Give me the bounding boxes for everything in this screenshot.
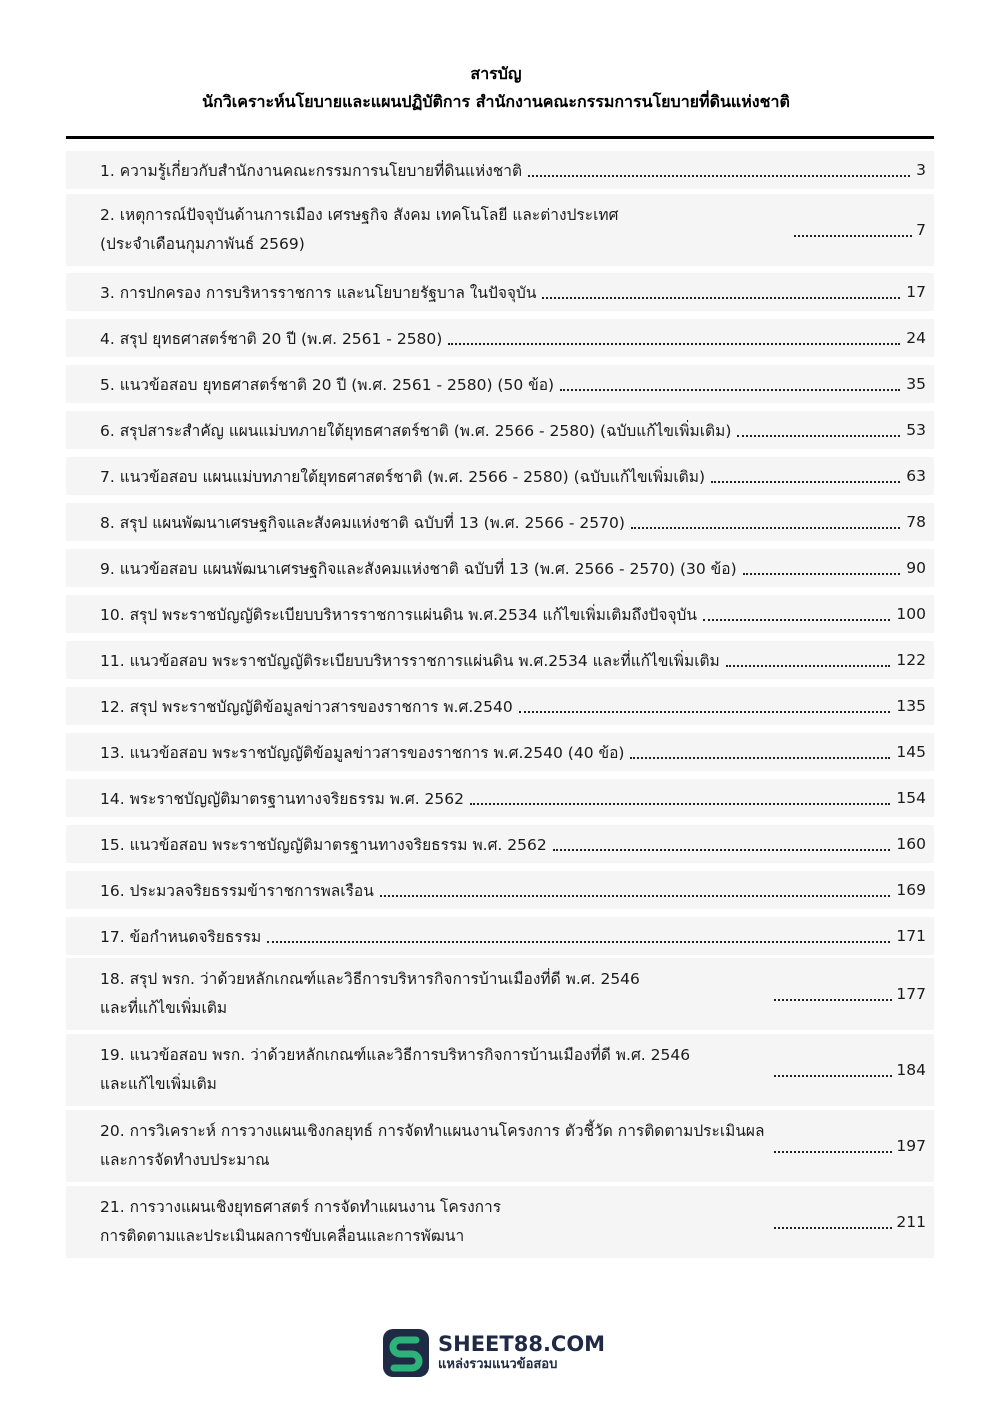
toc-page-number: 145 [896, 743, 926, 761]
toc-item-title: 11. แนวข้อสอบ พระราชบัญญัติระเบียบบริหารราชการแผ่นดิน พ.ศ.2534 และที่แก้ไขเพิ่มเติม [100, 651, 720, 670]
toc-dot-leader [528, 175, 910, 177]
toc-item [66, 503, 934, 541]
toc-item [66, 641, 934, 679]
toc-item [66, 1034, 934, 1106]
toc-item [66, 411, 934, 449]
toc-page-number: 24 [906, 329, 926, 347]
toc-item-title: 13. แนวข้อสอบ พระราชบัญญัติข้อมูลข่าวสารของราชการ พ.ศ.2540 (40 ข้อ) [100, 743, 625, 762]
toc-page-number: 78 [906, 513, 926, 531]
toc-page-number: 169 [896, 881, 926, 899]
toc-item-title: 18. สรุป พรก. ว่าด้วยหลักเกณฑ์และวิธีการบริหารกิจการบ้านเมืองที่ดี พ.ศ. 2546 และที่แก้ไขเพิ่มเติม [100, 970, 640, 1017]
toc-item-title: 19. แนวข้อสอบ พรก. ว่าด้วยหลักเกณฑ์และวิธีการบริหารกิจการบ้านเมืองที่ดี พ.ศ. 2546 และแก้ไขเพิ่มเติม [100, 1046, 691, 1093]
toc-page-number: 160 [896, 835, 926, 853]
toc-item [66, 194, 934, 266]
toc-item [66, 319, 934, 357]
brand-name: SHEET88.COM [438, 1332, 606, 1356]
toc-item [66, 151, 934, 189]
toc-item [66, 365, 934, 403]
toc-item-title: 16. ประมวลจริยธรรมข้าราชการพลเรือน [100, 881, 374, 900]
toc-dot-leader [448, 343, 900, 345]
toc-dot-leader [737, 435, 900, 437]
toc-item-title: 4. สรุป ยุทธศาสตร์ชาติ 20 ปี (พ.ศ. 2561 - 2580) [100, 329, 443, 348]
toc-item-title: 5. แนวข้อสอบ ยุทธศาสตร์ชาติ 20 ปี (พ.ศ. 2561 - 2580) (50 ข้อ) [100, 375, 555, 394]
toc-item-title: 7. แนวข้อสอบ แผนแม่บทภายใต้ยุทธศาสตร์ชาติ (พ.ศ. 2566 - 2580) (ฉบับแก้ไขเพิ่มเติม) [100, 467, 705, 486]
toc-dot-leader [774, 999, 892, 1001]
toc-item-title: 15. แนวข้อสอบ พระราชบัญญัติมาตรฐานทางจริยธรรม พ.ศ. 2562 [100, 835, 547, 854]
toc-item [66, 779, 934, 817]
toc-item-title: 3. การปกครอง การบริหารราชการ และนโยบายรัฐบาล ในปัจจุบัน [100, 283, 537, 302]
toc-item [66, 958, 934, 1030]
brand-tagline: แหล่งรวมแนวข้อสอบ [438, 1357, 558, 1372]
toc-item [66, 273, 934, 311]
toc-dot-leader [630, 757, 890, 759]
header-divider [66, 136, 934, 139]
toc-dot-leader [774, 1227, 892, 1229]
toc-item-title: 21. การวางแผนเชิงยุทธศาสตร์ การจัดทำแผนงาน โครงการ การติดตามและประเมินผลการขับเคลื่อนและการพัฒนา [100, 1198, 502, 1245]
toc-item [66, 549, 934, 587]
toc-page-number: 53 [906, 421, 926, 439]
toc-item [66, 917, 934, 955]
page-title: สารบัญ [470, 64, 522, 83]
toc-dot-leader [553, 849, 891, 851]
toc-page-number: 7 [916, 221, 926, 239]
toc-item [66, 1110, 934, 1182]
toc-item-title: 8. สรุป แผนพัฒนาเศรษฐกิจและสังคมแห่งชาติ ฉบับที่ 13 (พ.ศ. 2566 - 2570) [100, 513, 625, 532]
toc-item-title: 17. ข้อกำหนดจริยธรรม [100, 927, 262, 946]
toc-item-title: 2. เหตุการณ์ปัจจุบันด้านการเมือง เศรษฐกิจ สังคม เทคโนโลยี และต่างประเทศ (ประจำเดือนกุมภาพันธ์ 2569) [100, 206, 619, 253]
toc-page-number: 197 [896, 1137, 926, 1155]
toc-item [66, 1186, 934, 1258]
toc-page-number: 35 [906, 375, 926, 393]
toc-dot-leader [631, 527, 900, 529]
toc-dot-leader [519, 711, 891, 713]
toc-item [66, 687, 934, 725]
toc-page-number: 3 [916, 161, 926, 179]
toc-item-title: 6. สรุปสาระสำคัญ แผนแม่บทภายใต้ยุทธศาสตร์ชาติ (พ.ศ. 2566 - 2580) (ฉบับแก้ไขเพิ่มเติม) [100, 421, 732, 440]
toc-item [66, 871, 934, 909]
toc-dot-leader [470, 803, 890, 805]
toc-dot-leader [774, 1151, 892, 1153]
toc-page-number: 184 [896, 1061, 926, 1079]
toc-dot-leader [726, 665, 891, 667]
toc-page-number: 122 [896, 651, 926, 669]
toc-page-number: 63 [906, 467, 926, 485]
sheet88-logo-icon [382, 1328, 430, 1378]
toc-page-number: 100 [896, 605, 926, 623]
toc-dot-leader [711, 481, 900, 483]
toc-page-number: 17 [906, 283, 926, 301]
toc-item [66, 595, 934, 633]
toc-page-number: 135 [896, 697, 926, 715]
footer-logo [382, 1325, 612, 1381]
toc-item [66, 825, 934, 863]
toc-item-title: 9. แนวข้อสอบ แผนพัฒนาเศรษฐกิจและสังคมแห่งชาติ ฉบับที่ 13 (พ.ศ. 2566 - 2570) (30 ข้อ) [100, 559, 737, 578]
toc-dot-leader [743, 573, 901, 575]
toc-item [66, 733, 934, 771]
toc-dot-leader [380, 895, 891, 897]
toc-dot-leader [267, 941, 890, 943]
toc-page-number: 154 [896, 789, 926, 807]
toc-page-number: 171 [896, 927, 926, 945]
toc-dot-leader [560, 389, 900, 391]
toc-dot-leader [703, 619, 890, 621]
toc-item-title: 14. พระราชบัญญัติมาตรฐานทางจริยธรรม พ.ศ. 2562 [100, 789, 464, 808]
toc-item-title: 1. ความรู้เกี่ยวกับสำนักงานคณะกรรมการนโยบายที่ดินแห่งชาติ [100, 161, 523, 180]
toc-dot-leader [794, 235, 912, 237]
toc-page-number: 177 [896, 985, 926, 1003]
toc-item-title: 12. สรุป พระราชบัญญัติข้อมูลข่าวสารของราชการ พ.ศ.2540 [100, 697, 513, 716]
toc-page-number: 211 [896, 1213, 926, 1231]
page-subtitle: นักวิเคราะห์นโยบายและแผนปฏิบัติการ สำนักงานคณะกรรมการนโยบายที่ดินแห่งชาติ [202, 92, 790, 111]
toc-item [66, 457, 934, 495]
toc-item-title: 10. สรุป พระราชบัญญัติระเบียบบริหารราชการแผ่นดิน พ.ศ.2534 แก้ไขเพิ่มเติมถึงปัจจุบัน [100, 605, 697, 624]
toc-dot-leader [774, 1075, 892, 1077]
toc-page-number: 90 [906, 559, 926, 577]
toc-dot-leader [542, 297, 900, 299]
toc-item-title: 20. การวิเคราะห์ การวางแผนเชิงกลยุทธ์ การจัดทำแผนงานโครงการ ตัวชี้วัด การติดตามประเมินผล และการจัดทำงบประมาณ [100, 1122, 765, 1169]
